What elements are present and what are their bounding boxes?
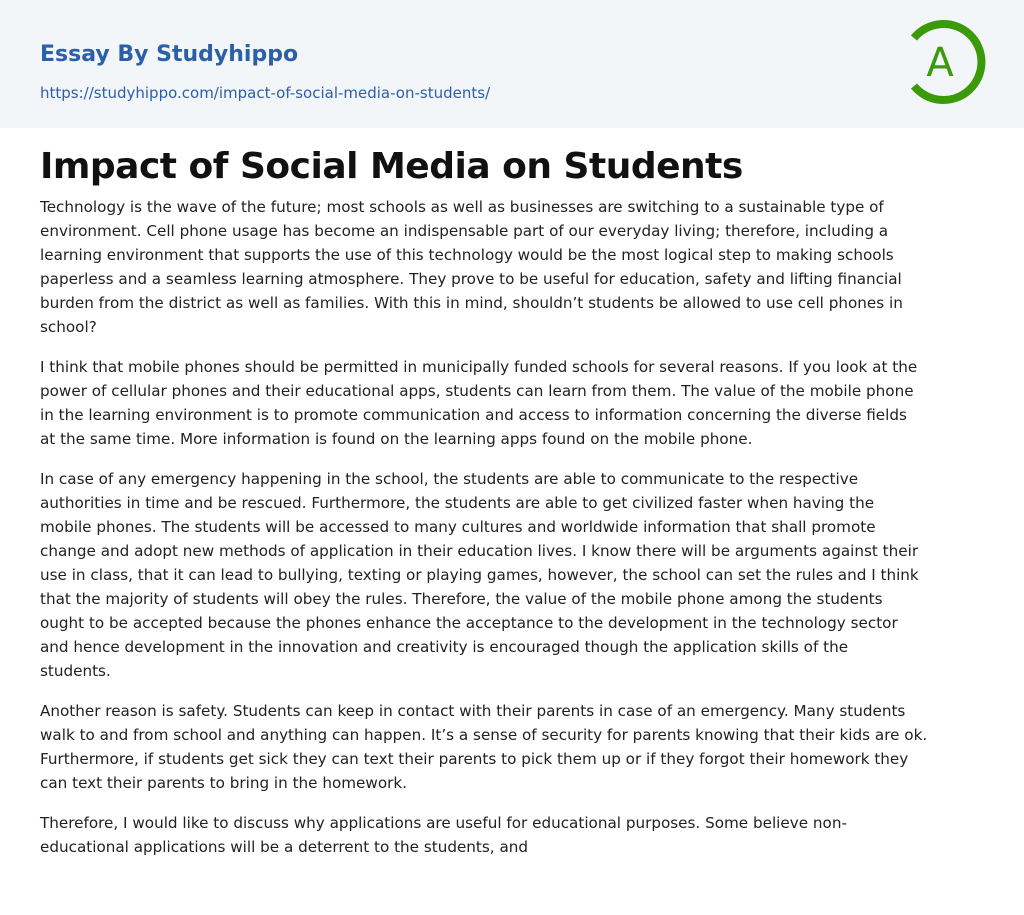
- essay-url-link[interactable]: https://studyhippo.com/impact-of-social-media-on-students/: [40, 84, 491, 102]
- paragraph-line: can text their parents to bring in the homework.: [40, 774, 407, 792]
- paragraph-line: and hence development in the innovation and creativity is encouraged though the application skills of the: [40, 638, 849, 656]
- site-header: [0, 0, 1024, 128]
- paragraph-line: students.: [40, 662, 111, 680]
- paragraph-line: Another reason is safety. Students can keep in contact with their parents in case of an emergency. Many students: [40, 702, 906, 720]
- paragraph-line: authorities in time and be rescued. Furthermore, the students are able to get civilized faster when having the: [40, 494, 875, 512]
- paragraph-line: Technology is the wave of the future; most schools as well as businesses are switching to a sustainable type of: [40, 198, 884, 216]
- essay-paragraph: [40, 195, 1000, 339]
- paragraph-line: environment. Cell phone usage has become an indispensable part of our everyday living; therefore, including a: [40, 222, 889, 240]
- paragraph-line: paperless and a seamless learning atmosphere. They prove to be useful for education, safety and lifting financial: [40, 270, 902, 288]
- essay-paragraph: [40, 467, 1000, 683]
- paragraph-line: use in class, that it can lead to bullying, texting or playing games, however, the school can set the rules and I think: [40, 566, 919, 584]
- paragraph-line: at the same time. More information is found on the learning apps found on the mobile phone.: [40, 430, 753, 448]
- paragraph-line: educational applications will be a deterrent to the students, and: [40, 838, 529, 856]
- paragraph-line: ought to be accepted because the phones enhance the acceptance to the development in the technology sector: [40, 614, 898, 632]
- essay-paragraph: [40, 699, 1000, 795]
- paragraph-line: I think that mobile phones should be permitted in municipally funded schools for several reasons. If you look at the: [40, 358, 918, 376]
- paragraph-line: change and adopt new methods of application in their education lives. I know there will be arguments against their: [40, 542, 919, 560]
- paragraph-line: power of cellular phones and their educational apps, students can learn from them. The value of the mobile phone: [40, 382, 914, 400]
- paragraph-line: school?: [40, 318, 97, 336]
- essay-body: [40, 195, 1000, 875]
- paragraph-line: learning environment that supports the use of this technology would be the most logical step to making schools: [40, 246, 894, 264]
- essay-title: Impact of Social Media on Students: [40, 146, 743, 187]
- studyhippo-logo-icon: [900, 18, 988, 106]
- paragraph-line: Therefore, I would like to discuss why applications are useful for educational purposes. Some believe non-: [40, 814, 847, 832]
- paragraph-line: walk to and from school and anything can happen. It’s a sense of security for parents knowing that their kids are ok.: [40, 726, 928, 744]
- essay-paragraph: [40, 811, 1000, 859]
- svg-text:A: A: [926, 40, 954, 86]
- paragraph-line: mobile phones. The students will be accessed to many cultures and worldwide information that shall promote: [40, 518, 876, 536]
- paragraph-line: in the learning environment is to promote communication and access to information concerning the diverse fields: [40, 406, 907, 424]
- essay-paragraph: [40, 355, 1000, 451]
- brand-title: Essay By Studyhippo: [40, 42, 299, 67]
- paragraph-line: that the majority of students will obey the rules. Therefore, the value of the mobile phone among the students: [40, 590, 883, 608]
- paragraph-line: burden from the district as well as families. With this in mind, shouldn’t students be allowed to use cell phones in: [40, 294, 903, 312]
- paragraph-line: In case of any emergency happening in the school, the students are able to communicate to the respective: [40, 470, 859, 488]
- paragraph-line: Furthermore, if students get sick they can text their parents to pick them up or if they forgot their homework they: [40, 750, 909, 768]
